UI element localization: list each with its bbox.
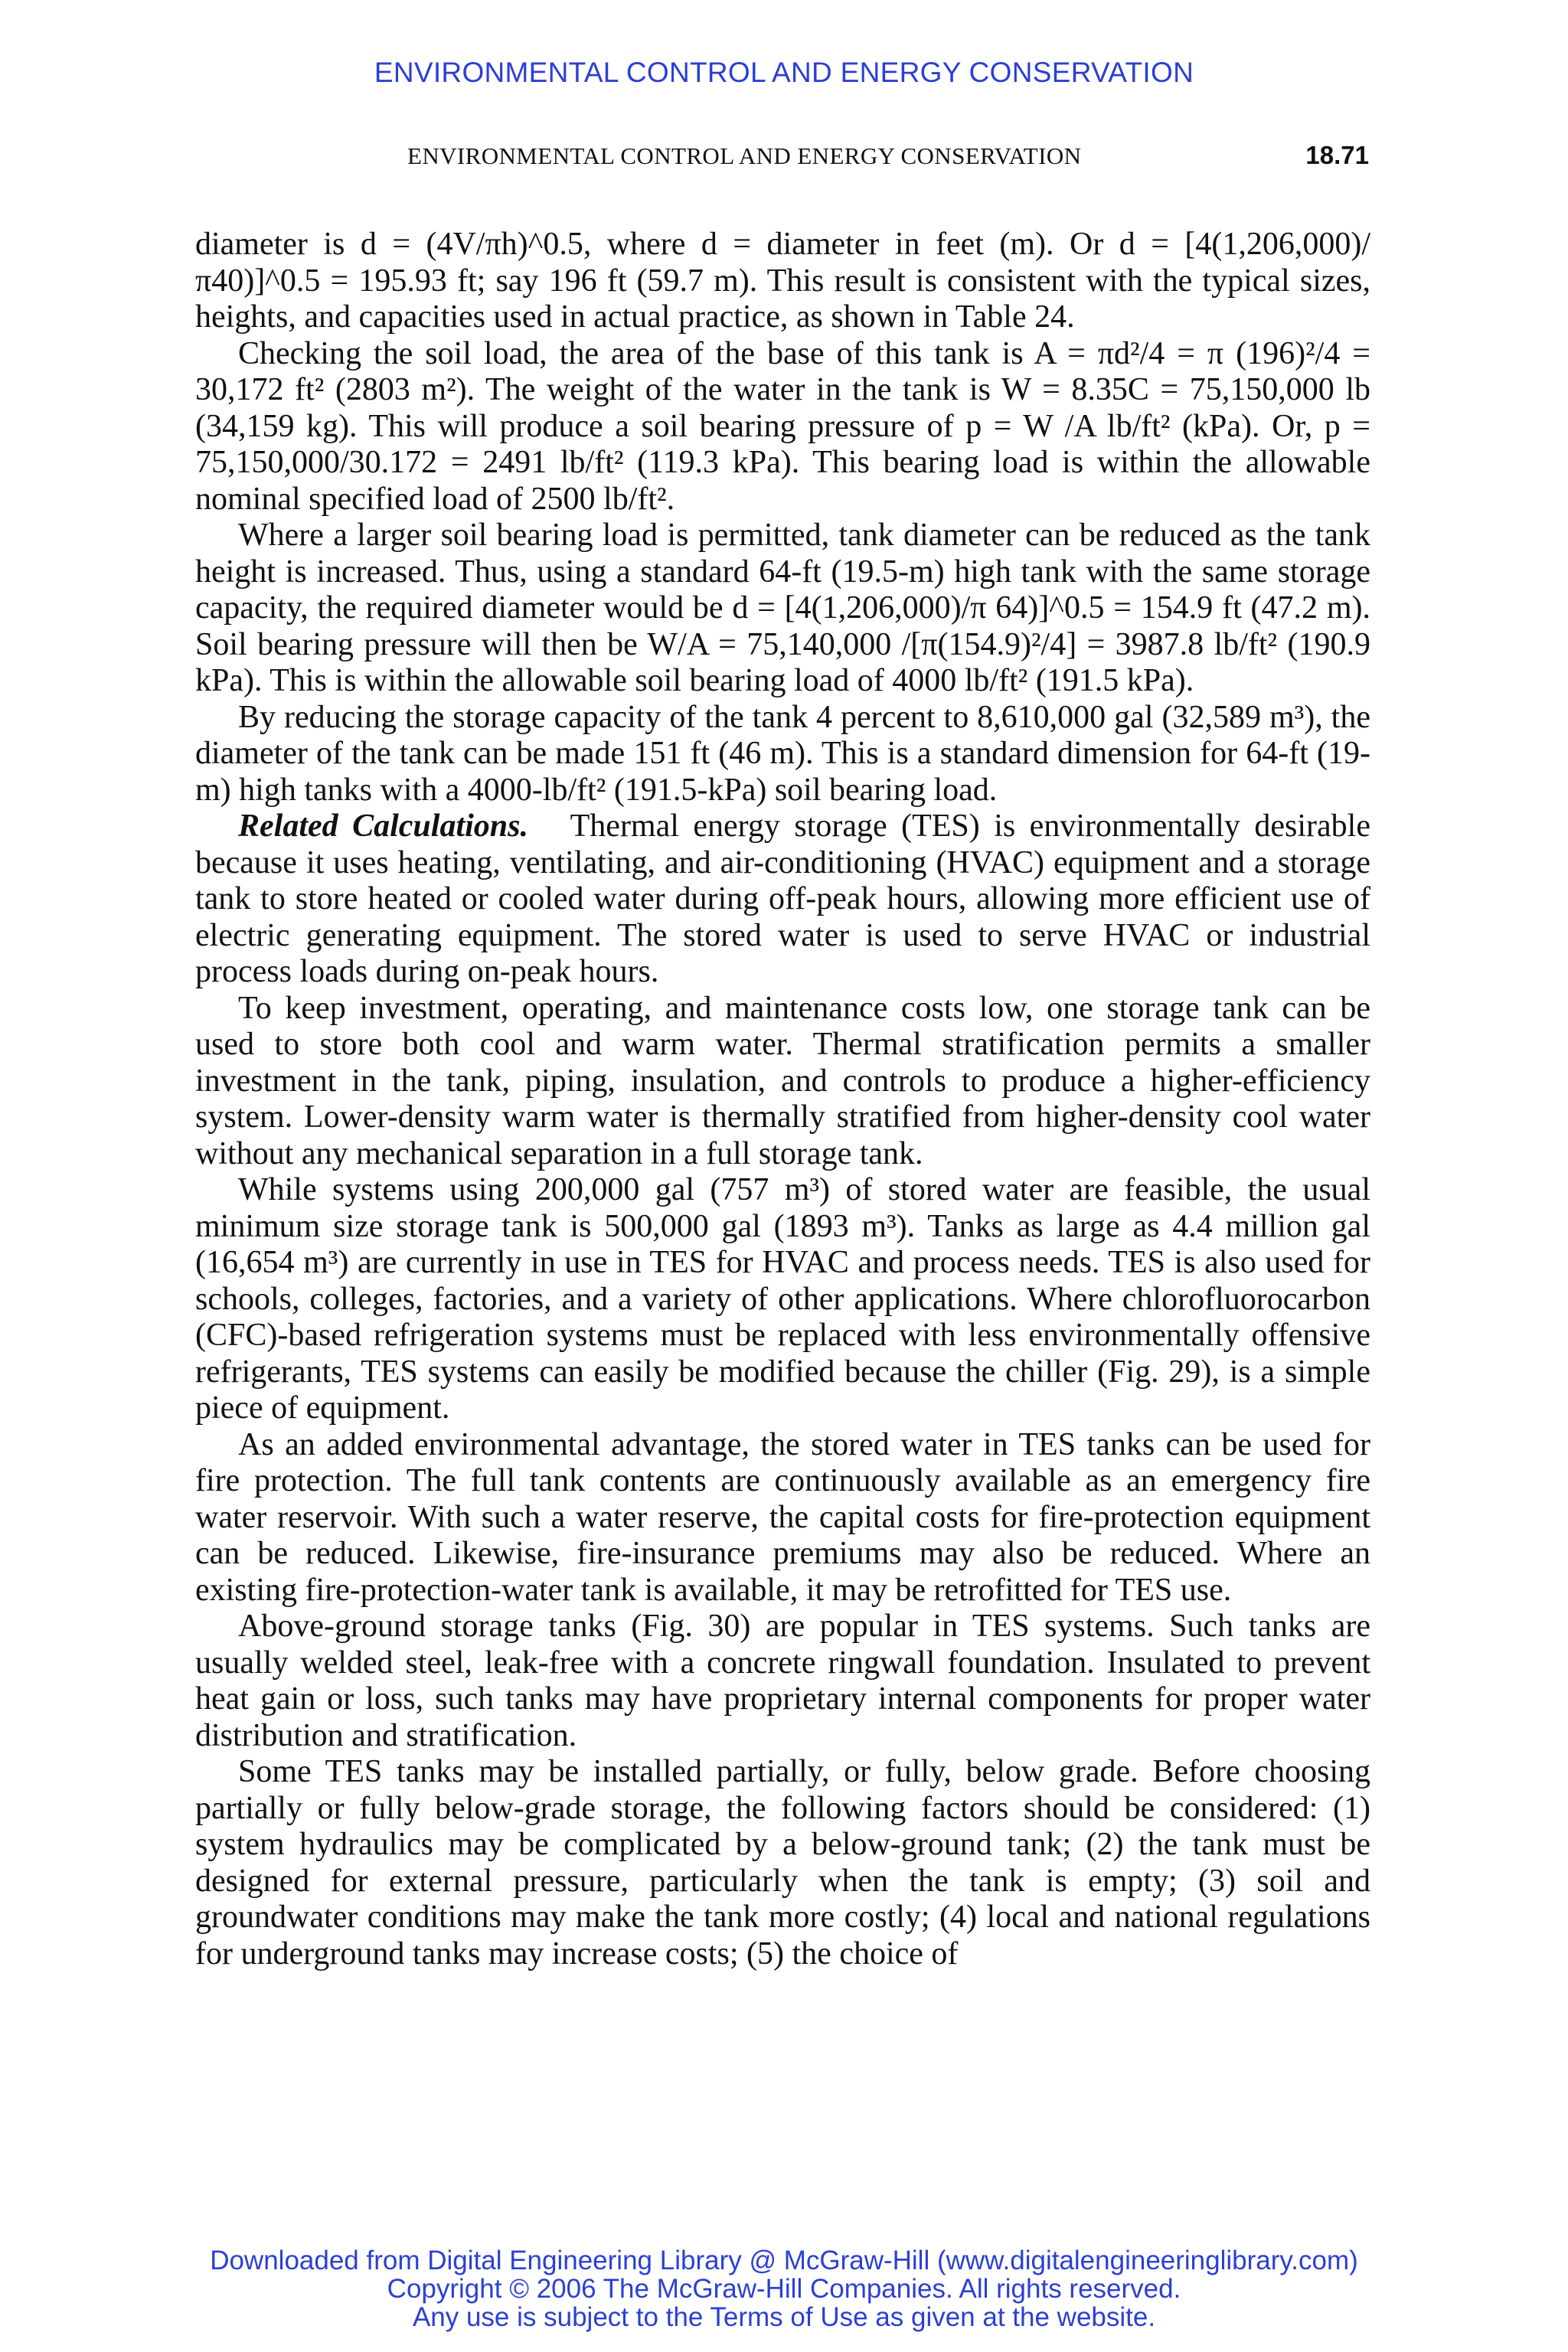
- footer-terms-link[interactable]: Any use is subject to the Terms of Use as given at the website.: [412, 2302, 1156, 2332]
- running-head-title: ENVIRONMENTAL CONTROL AND ENERGY CONSERVATION: [407, 142, 1082, 169]
- paragraph-1: diameter is d = (4V/πh)^0.5, where d = diameter in feet (m). Or d = [4(1,206,000)/π40)]^0.5 = 195.93 ft; say 196 ft (59.7 m). This result is consistent with the typical sizes, heights, and capacities used in actual practice, as shown in Table 24.: [195, 227, 1370, 335]
- related-calculations-heading: Related Calculations.: [238, 808, 528, 844]
- paragraph-8: As an added environmental advantage, the stored water in TES tanks can be used for fire protection. The full tank contents are continuously available as an emergency fire water reservoir. With such a water reserve, the capital costs for fire-protection equipment can be reduced. Likewise, fire-insurance premiums may also be reduced. Where an existing fire-protection-water tank is available, it may be retrofitted for TES use.: [195, 1426, 1370, 1608]
- footer-copyright: Copyright © 2006 The McGraw-Hill Companies. All rights reserved.: [387, 2274, 1181, 2304]
- paragraph-4: By reducing the storage capacity of the tank 4 percent to 8,610,000 gal (32,589 m³), the diameter of the tank can be made 151 ft (46 m). This is a standard dimension for 64-ft (19-m) high tanks with a 4000-lb/ft² (191.5-kPa) soil bearing load.: [195, 699, 1370, 808]
- page-number: 18.71: [1305, 141, 1369, 169]
- paragraph-9: Above-ground storage tanks (Fig. 30) are popular in TES systems. Such tanks are usually welded steel, leak-free with a concrete ringwall foundation. Insulated to prevent heat gain or loss, such tanks may have proprietary internal components for proper water distribution and stratification.: [195, 1609, 1370, 1753]
- paragraph-5: [195, 808, 1370, 991]
- paragraph-5-text: Thermal energy storage (TES) is environmentally desirable because it uses heating, ventilating, and air-conditioning (HVAC) equipment and a storage tank to store heated or cooled water during off-peak hours, allowing more efficient use of electric generating equipment. The stored water is used to serve HVAC or industrial process loads during on-peak hours.: [195, 808, 1370, 989]
- footer: [0, 2246, 1568, 2331]
- paragraph-3: Where a larger soil bearing load is permitted, tank diameter can be reduced as the tank height is increased. Thus, using a standard 64-ft (19.5-m) high tank with the same storage capacity, the required diameter would be d = [4(1,206,000)/π 64)]^0.5 = 154.9 ft (47.2 m). Soil bearing pressure will then be W/A = 75,140,000 /[π(154.9)²/4] = 3987.8 lb/ft² (190.9 kPa). This is within the allowable soil bearing load of 4000 lb/ft² (191.5 kPa).: [195, 518, 1370, 698]
- paragraph-6: To keep investment, operating, and maintenance costs low, one storage tank can be used to store both cool and warm water. Thermal stratification permits a smaller investment in the tank, piping, insulation, and controls to produce a higher-efficiency system. Lower-density warm water is thermally stratified from higher-density cool water without any mechanical separation in a full storage tank.: [195, 990, 1370, 1171]
- footer-download-link[interactable]: Downloaded from Digital Engineering Library @ McGraw-Hill (www.digitalengineeringlibrary.com): [210, 2246, 1358, 2275]
- paragraph-10: Some TES tanks may be installed partially, or fully, below grade. Before choosing partially or fully below-grade storage, the following factors should be considered: (1) system hydraulics may be complicated by a below-ground tank; (2) the tank must be designed for external pressure, particularly when the tank is empty; (3) soil and groundwater conditions may make the tank more costly; (4) local and national regulations for underground tanks may increase costs; (5) the choice of: [195, 1754, 1370, 1971]
- banner-title: ENVIRONMENTAL CONTROL AND ENERGY CONSERVATION: [374, 57, 1194, 88]
- paragraph-7: While systems using 200,000 gal (757 m³) of stored water are feasible, the usual minimum size storage tank is 500,000 gal (1893 m³). Tanks as large as 4.4 million gal (16,654 m³) are currently in use in TES for HVAC and process needs. TES is also used for schools, colleges, factories, and a variety of other applications. Where chlorofluorocarbon (CFC)-based refrigeration systems must be replaced with less environmentally offensive refrigerants, TES systems can easily be modified because the chiller (Fig. 29), is a simple piece of equipment.: [195, 1172, 1370, 1426]
- paragraph-2: Checking the soil load, the area of the base of this tank is A = πd²/4 = π (196)²/4 = 30,172 ft² (2803 m²). The weight of the water in the tank is W = 8.35C = 75,150,000 lb (34,159 kg). This will produce a soil bearing pressure of p = W /A lb/ft² (kPa). Or, p = 75,150,000/30.172 = 2491 lb/ft² (119.3 kPa). This bearing load is within the allowable nominal specified load of 2500 lb/ft².: [195, 335, 1370, 517]
- body-text: [195, 227, 1370, 1972]
